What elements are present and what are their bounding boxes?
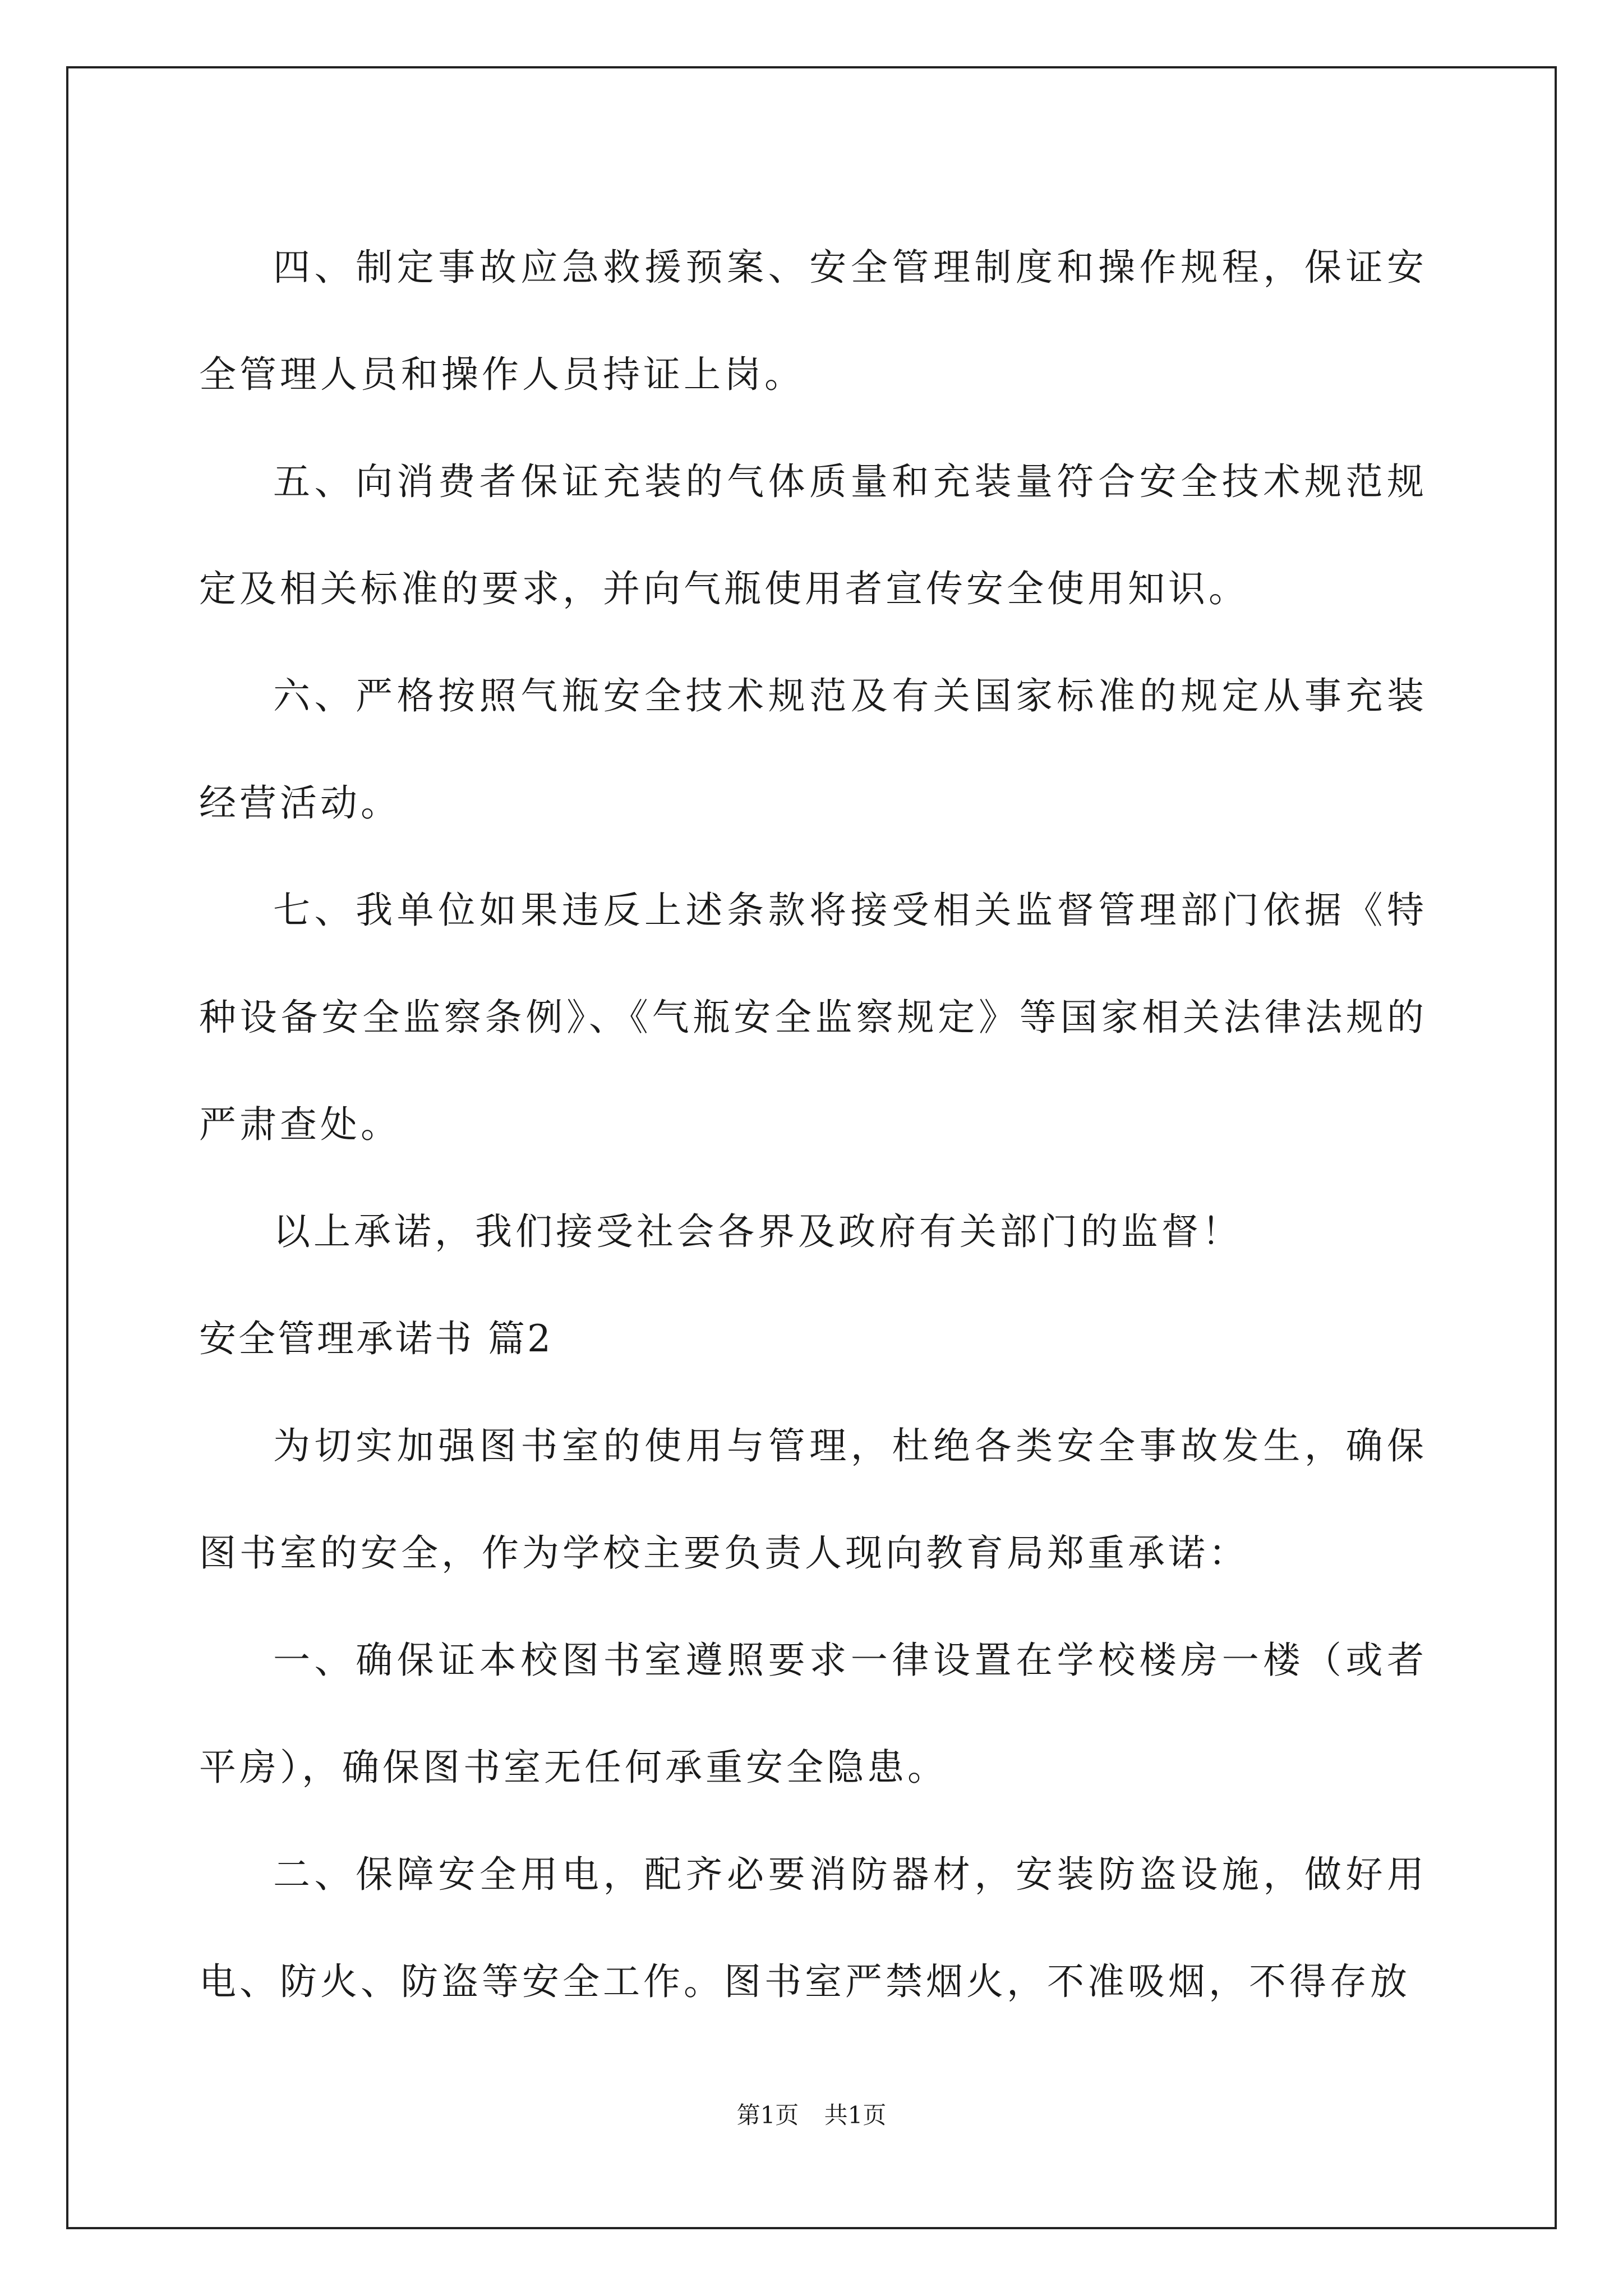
section-paragraph-item-2: 二、保障安全用电，配齐必要消防器材，安装防盗设施，做好用电、防火、防盗等安全工作。图书室严禁烟火，不准吸烟，不得存放 [199,1853,1427,2003]
page-number-total: 共1页 [824,2101,887,2129]
paragraph-item-6: 六、严格按照气瓶安全技术规范及有关国家标准的规定从事充装经营活动。 [199,674,1427,825]
section-paragraph-item-1: 一、确保证本校图书室遵照要求一律设置在学校楼房一楼（或者平房），确保图书室无任何承重安全隐患。 [199,1639,1427,1789]
paragraph-item-4: 四、制定事故应急救援预案、安全管理制度和操作规程，保证安全管理人员和操作人员持证上岗。 [199,246,1427,396]
page-number-current: 第1页 [736,2101,799,2129]
paragraph-closing: 以上承诺，我们接受社会各界及政府有关部门的监督！ [273,1210,1242,1253]
document-body [199,214,1427,2035]
paragraph-item-5: 五、向消费者保证充装的气体质量和充装量符合安全技术规范规定及相关标准的要求，并向气瓶使用者宣传安全使用知识。 [199,460,1427,610]
section-heading: 安全管理承诺书 篇2 [199,1317,553,1360]
section-intro-paragraph: 为切实加强图书室的使用与管理，杜绝各类安全事故发生，确保图书室的安全，作为学校主要负责人现向教育局郑重承诺： [199,1424,1427,1575]
paragraph-item-7: 七、我单位如果违反上述条款将接受相关监督管理部门依据《特种设备安全监察条例》、《气瓶安全监察规定》等国家相关法律法规的严肃查处。 [199,889,1427,1146]
page-footer [0,2101,1623,2129]
